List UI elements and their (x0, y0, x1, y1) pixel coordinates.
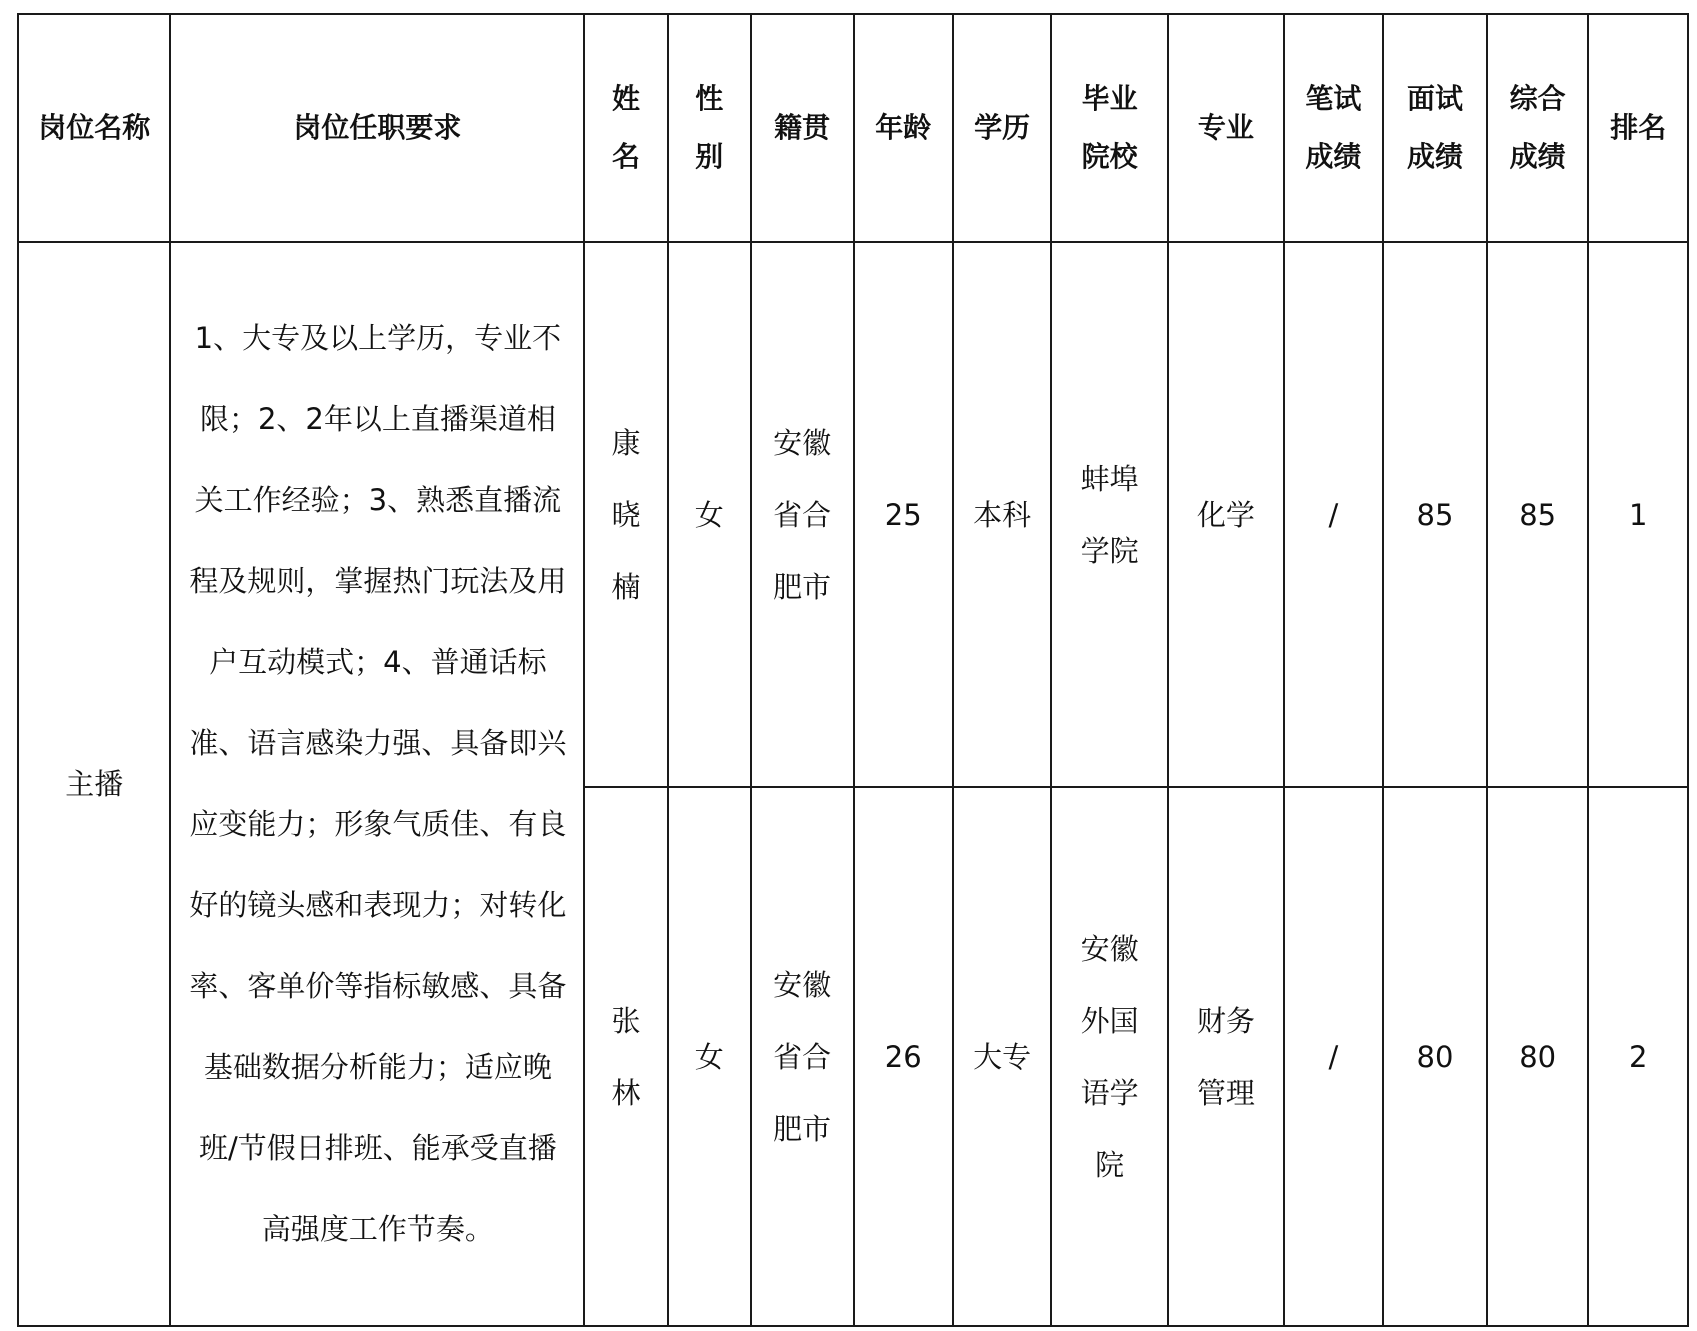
school-cell: 安徽 外国 语学 院 (1051, 787, 1168, 1326)
hometown-cell: 安徽 省合 肥市 (751, 787, 854, 1326)
written-score-cell: / (1284, 787, 1383, 1326)
name-cell: 张 林 (584, 787, 667, 1326)
age-cell: 26 (854, 787, 953, 1326)
interview-score-cell: 85 (1383, 242, 1487, 787)
header-position: 岗位名称 (18, 14, 170, 242)
results-table (17, 13, 1689, 1327)
interview-score-cell: 80 (1383, 787, 1487, 1326)
overall-score-cell: 85 (1487, 242, 1589, 787)
header-gender: 性 别 (668, 14, 751, 242)
table-row (18, 242, 1688, 787)
header-major: 专业 (1168, 14, 1284, 242)
header-requirements: 岗位任职要求 (170, 14, 584, 242)
gender-cell: 女 (668, 787, 751, 1326)
hometown-cell: 安徽 省合 肥市 (751, 242, 854, 787)
header-overall-score: 综合 成绩 (1487, 14, 1589, 242)
gender-cell: 女 (668, 242, 751, 787)
header-name: 姓 名 (584, 14, 667, 242)
header-education: 学历 (953, 14, 1051, 242)
rank-cell: 1 (1588, 242, 1688, 787)
education-cell: 大专 (953, 787, 1051, 1326)
school-cell: 蚌埠 学院 (1051, 242, 1168, 787)
header-school: 毕业 院校 (1051, 14, 1168, 242)
age-cell: 25 (854, 242, 953, 787)
overall-score-cell: 80 (1487, 787, 1589, 1326)
rank-cell: 2 (1588, 787, 1688, 1326)
header-age: 年龄 (854, 14, 953, 242)
header-interview-score: 面试 成绩 (1383, 14, 1487, 242)
requirements-cell: 1、大专及以上学历，专业不限；2、2年以上直播渠道相关工作经验；3、熟悉直播流程及规则，掌握热门玩法及用户互动模式；4、普通话标准、语言感染力强、具备即兴应变能力；形象气质佳、有良好的镜头感和表现力；对转化率、客单价等指标敏感、具备基础数据分析能力；适应晚班/节假日排班、能承受直播高强度工作节奏。 (170, 242, 584, 1326)
written-score-cell: / (1284, 242, 1383, 787)
header-row (18, 14, 1688, 242)
name-cell: 康 晓 楠 (584, 242, 667, 787)
header-hometown: 籍贯 (751, 14, 854, 242)
position-cell: 主播 (18, 242, 170, 1326)
education-cell: 本科 (953, 242, 1051, 787)
header-rank: 排名 (1588, 14, 1688, 242)
major-cell: 财务 管理 (1168, 787, 1284, 1326)
header-written-score: 笔试 成绩 (1284, 14, 1383, 242)
major-cell: 化学 (1168, 242, 1284, 787)
